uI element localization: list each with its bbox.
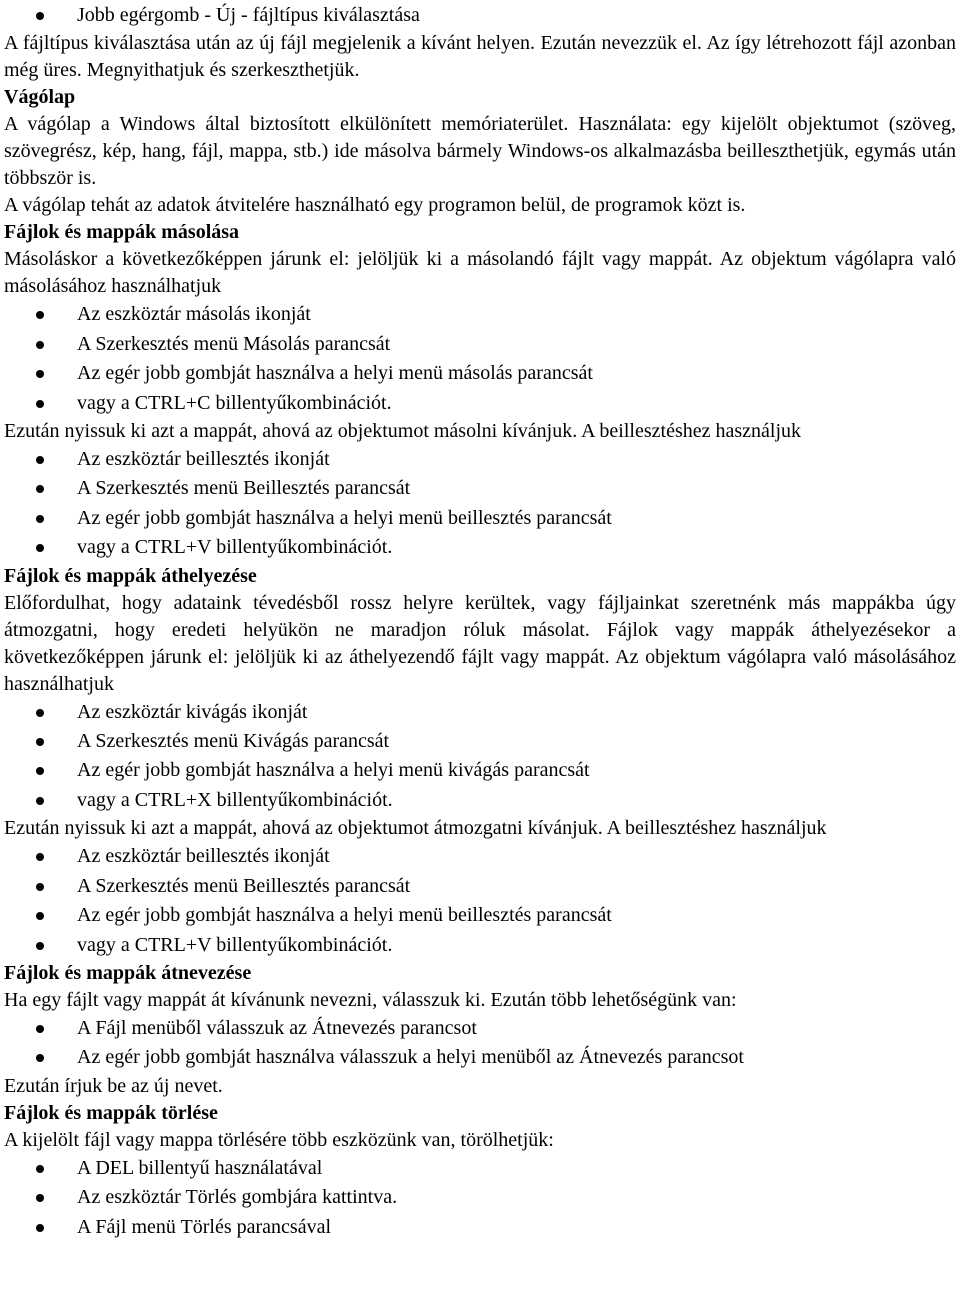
list-item: [4, 756, 956, 785]
list-item: [4, 931, 956, 960]
paragraph: A vágólap a Windows által biztosított elkülönített memóriaterület. Használata: egy kijelölt objektumot (szöveg, szövegrész, kép, hang, fájl, mappa, stb.) ide másolva bármely Windows-os alkalmazásba beilleszthetjük, egymás után többször is.: [4, 113, 956, 190]
paragraph: Másoláskor a következőképpen járunk el: jelöljük ki a másolandó fájlt vagy mappát. Az objektum vágólapra való másolásához használhatjuk: [4, 248, 956, 298]
bullet-icon: [36, 797, 44, 805]
bullet-icon: [36, 341, 44, 349]
bullet-icon: [36, 912, 44, 920]
section-heading-masolas: Fájlok és mappák másolása: [4, 221, 240, 244]
paragraph: Ezután írjuk be az új nevet.: [4, 1074, 223, 1097]
list-item-text: vagy a CTRL+V billentyűkombinációt.: [77, 536, 393, 559]
list-item-text: A Fájl menü Törlés parancsával: [77, 1215, 332, 1238]
bullet-list-paste-1: [4, 445, 956, 563]
bullet-icon: [36, 1194, 44, 1202]
list-item: [4, 1213, 956, 1242]
bullet-icon: [36, 311, 44, 319]
bullet-icon: [36, 12, 44, 20]
bullet-icon: [36, 1165, 44, 1173]
bullet-icon: [36, 1224, 44, 1232]
paragraph: A kijelölt fájl vagy mappa törlésére több eszközünk van, törölhetjük:: [4, 1128, 554, 1151]
bullet-icon: [36, 738, 44, 746]
list-item: [4, 504, 956, 533]
list-item: [4, 842, 956, 871]
list-item: [4, 359, 956, 388]
list-item: [4, 389, 956, 418]
list-item: [4, 1043, 956, 1072]
list-item-text: A Szerkesztés menü Másolás parancsát: [77, 332, 391, 355]
list-item: [4, 300, 956, 329]
list-item-text: A DEL billentyű használatával: [77, 1156, 323, 1179]
list-item-text: A Fájl menüből válasszuk az Átnevezés parancsot: [77, 1016, 477, 1039]
list-item-text: A Szerkesztés menü Beillesztés parancsát: [77, 874, 411, 897]
list-item: [4, 698, 956, 727]
bullet-icon: [36, 1025, 44, 1033]
bullet-list-new-file: [4, 1, 956, 30]
bullet-list-move: [4, 698, 956, 816]
paragraph: Ezután nyissuk ki azt a mappát, ahová az objektumot másolni kívánjuk. A beillesztéshez használjuk: [4, 420, 802, 443]
bullet-icon: [36, 853, 44, 861]
list-item-text: A Szerkesztés menü Kivágás parancsát: [77, 730, 390, 753]
list-item: [4, 474, 956, 503]
bullet-icon: [36, 400, 44, 408]
bullet-list-copy: [4, 300, 956, 418]
bullet-list-paste-2: [4, 842, 956, 960]
list-item-text: Az egér jobb gombját használva a helyi menü másolás parancsát: [77, 362, 593, 385]
list-item-text: vagy a CTRL+C billentyűkombinációt.: [77, 391, 392, 414]
list-item-text: A Szerkesztés menü Beillesztés parancsát: [77, 477, 411, 500]
list-item: [4, 1154, 956, 1183]
bullet-list-rename: [4, 1014, 956, 1073]
bullet-icon: [36, 942, 44, 950]
bullet-icon: [36, 370, 44, 378]
bullet-icon: [36, 1054, 44, 1062]
list-item: [4, 872, 956, 901]
list-item-text: Az egér jobb gombját használva válasszuk a helyi menüből az Átnevezés parancsot: [77, 1046, 744, 1069]
list-item: [4, 1, 956, 30]
bullet-icon: [36, 456, 44, 464]
list-item: [4, 330, 956, 359]
paragraph: Előfordulhat, hogy adataink tévedésből rossz helyre kerültek, vagy fájljainkat szeretnénk más mappákba úgy átmozgatni, hogy eredeti helyükön ne maradjon róluk másolat. Fájlok vagy mappák áthelyezésekor a következőképpen járunk el: jelöljük ki az áthelyezendő fájlt vagy mappát. Az objektum vágólapra való másolásához használhatjuk: [4, 591, 956, 695]
paragraph: A fájltípus kiválasztása után az új fájl megjelenik a kívánt helyen. Ezután nevezzük el. Az így létrehozott fájl azonban még üres. Megnyithatjuk és szerkeszthetjük.: [4, 32, 956, 82]
bullet-icon: [36, 544, 44, 552]
bullet-icon: [36, 485, 44, 493]
list-item-text: Az eszköztár beillesztés ikonját: [77, 448, 330, 471]
list-item: [4, 901, 956, 930]
list-item-text: Az egér jobb gombját használva a helyi menü beillesztés parancsát: [77, 506, 612, 529]
list-item-text: Az eszköztár Törlés gombjára kattintva.: [77, 1186, 398, 1209]
paragraph: Ha egy fájlt vagy mappát át kívánunk nevezni, válasszuk ki. Ezután több lehetőségünk van:: [4, 988, 737, 1011]
list-item-text: Jobb egérgomb - Új - fájltípus kiválasztása: [77, 4, 420, 26]
section-heading-torles: Fájlok és mappák törlése: [4, 1101, 218, 1124]
list-item: [4, 1014, 956, 1043]
paragraph: Ezután nyissuk ki azt a mappát, ahová az objektumot átmozgatni kívánjuk. A beillesztéshez használjuk: [4, 817, 827, 840]
bullet-icon: [36, 883, 44, 891]
bullet-list-delete: [4, 1154, 956, 1242]
bullet-icon: [36, 709, 44, 717]
section-heading-vagolap: Vágólap: [4, 86, 76, 109]
bullet-icon: [36, 767, 44, 775]
list-item-text: Az eszköztár másolás ikonját: [77, 303, 311, 326]
paragraph: A vágólap tehát az adatok átvitelére használható egy programon belül, de programok közt is.: [4, 194, 746, 217]
bullet-icon: [36, 515, 44, 523]
list-item-text: Az egér jobb gombját használva a helyi menü beillesztés parancsát: [77, 904, 612, 927]
section-heading-atnevezes: Fájlok és mappák átnevezése: [4, 961, 252, 984]
list-item: [4, 533, 956, 562]
list-item: [4, 1183, 956, 1212]
list-item-text: Az egér jobb gombját használva a helyi menü kivágás parancsát: [77, 759, 590, 782]
list-item-text: vagy a CTRL+X billentyűkombinációt.: [77, 788, 393, 811]
section-heading-athelyezes: Fájlok és mappák áthelyezése: [4, 564, 257, 587]
list-item: [4, 786, 956, 815]
list-item-text: Az eszköztár kivágás ikonját: [77, 700, 308, 723]
list-item-text: vagy a CTRL+V billentyűkombinációt.: [77, 933, 393, 956]
list-item: [4, 727, 956, 756]
list-item-text: Az eszköztár beillesztés ikonját: [77, 845, 330, 868]
list-item: [4, 445, 956, 474]
